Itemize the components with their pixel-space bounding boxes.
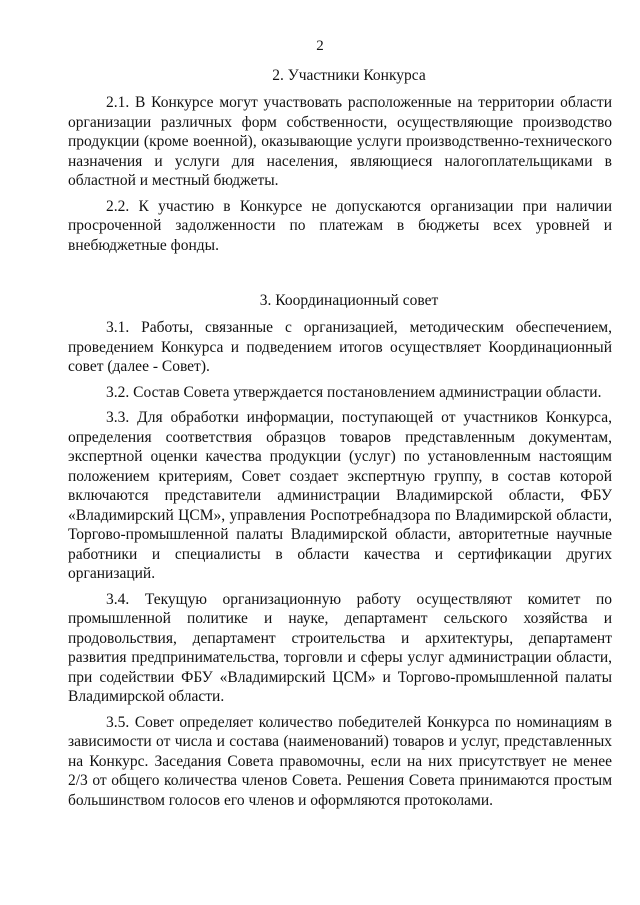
section-participants xyxy=(68,66,612,255)
paragraph-2-2: 2.2. К участию в Конкурсе не допускаются организации при наличии просроченной задолженности по платежам в бюджеты всех уровней и внебюджетные фонды. xyxy=(68,197,612,254)
section-coordination-council xyxy=(68,291,612,810)
paragraph-3-2: 3.2. Состав Совета утверждается постановлением администрации области. xyxy=(106,383,602,401)
paragraph-2-1: 2.1. В Конкурсе могут участвовать расположенные на территории области организации различных форм собственности, осуществляющие производство продукции (кроме военной), оказывающие услуги производственно-технического назначения и услуги для населения, являющиеся налогоплательщиками в областной и местный бюджеты. xyxy=(68,94,612,189)
page-number: 2 xyxy=(316,38,324,54)
paragraph-3-3: 3.3. Для обработки информации, поступающей от участников Конкурса, определения соответствия образцов товаров представленным документам, экспертной оценки качества продукции (услуг) по установленным настоящим положением критериям, Совет создает экспертную группу, в состав которой включаются представители администрации Владимирской области, ФБУ «Владимирский ЦСМ», управления Роспотребнадзора по Владимирской области, Торгово-промышленной палаты Владимирской области, авторитетные научные работники и специалисты в области качества и сертификации других организаций. xyxy=(68,409,612,582)
paragraph-3-5: 3.5. Совет определяет количество победителей Конкурса по номинациям в зависимости от числа и состава (наименований) товаров и услуг, представленных на Конкурс. Заседания Совета правомочны, если на них присутствует не менее 2/3 от общего количества членов Совета. Решения Совета принимаются простым большинством голосов его членов и оформляются протоколами. xyxy=(68,713,612,809)
paragraph-3-1: 3.1. Работы, связанные с организацией, методическим обеспечением, проведением Конкурса и подведением итогов осуществляет Координационный совет (далее - Совет). xyxy=(68,319,612,375)
document-body xyxy=(68,66,612,816)
section-title: 2. Участники Конкурса xyxy=(272,67,426,84)
section-title: 3. Координационный совет xyxy=(259,292,439,309)
paragraph-3-4: 3.4. Текущую организационную работу осуществляют комитет по промышленной политике и науке, департамент сельского хозяйства и продовольствия, департамент строительства и архитектуры, департамент развития предпринимательства, торговли и сферы услуг администрации области, при содействии ФБУ «Владимирский ЦСМ» и Торгово-промышленной палаты Владимирской области. xyxy=(68,590,612,705)
